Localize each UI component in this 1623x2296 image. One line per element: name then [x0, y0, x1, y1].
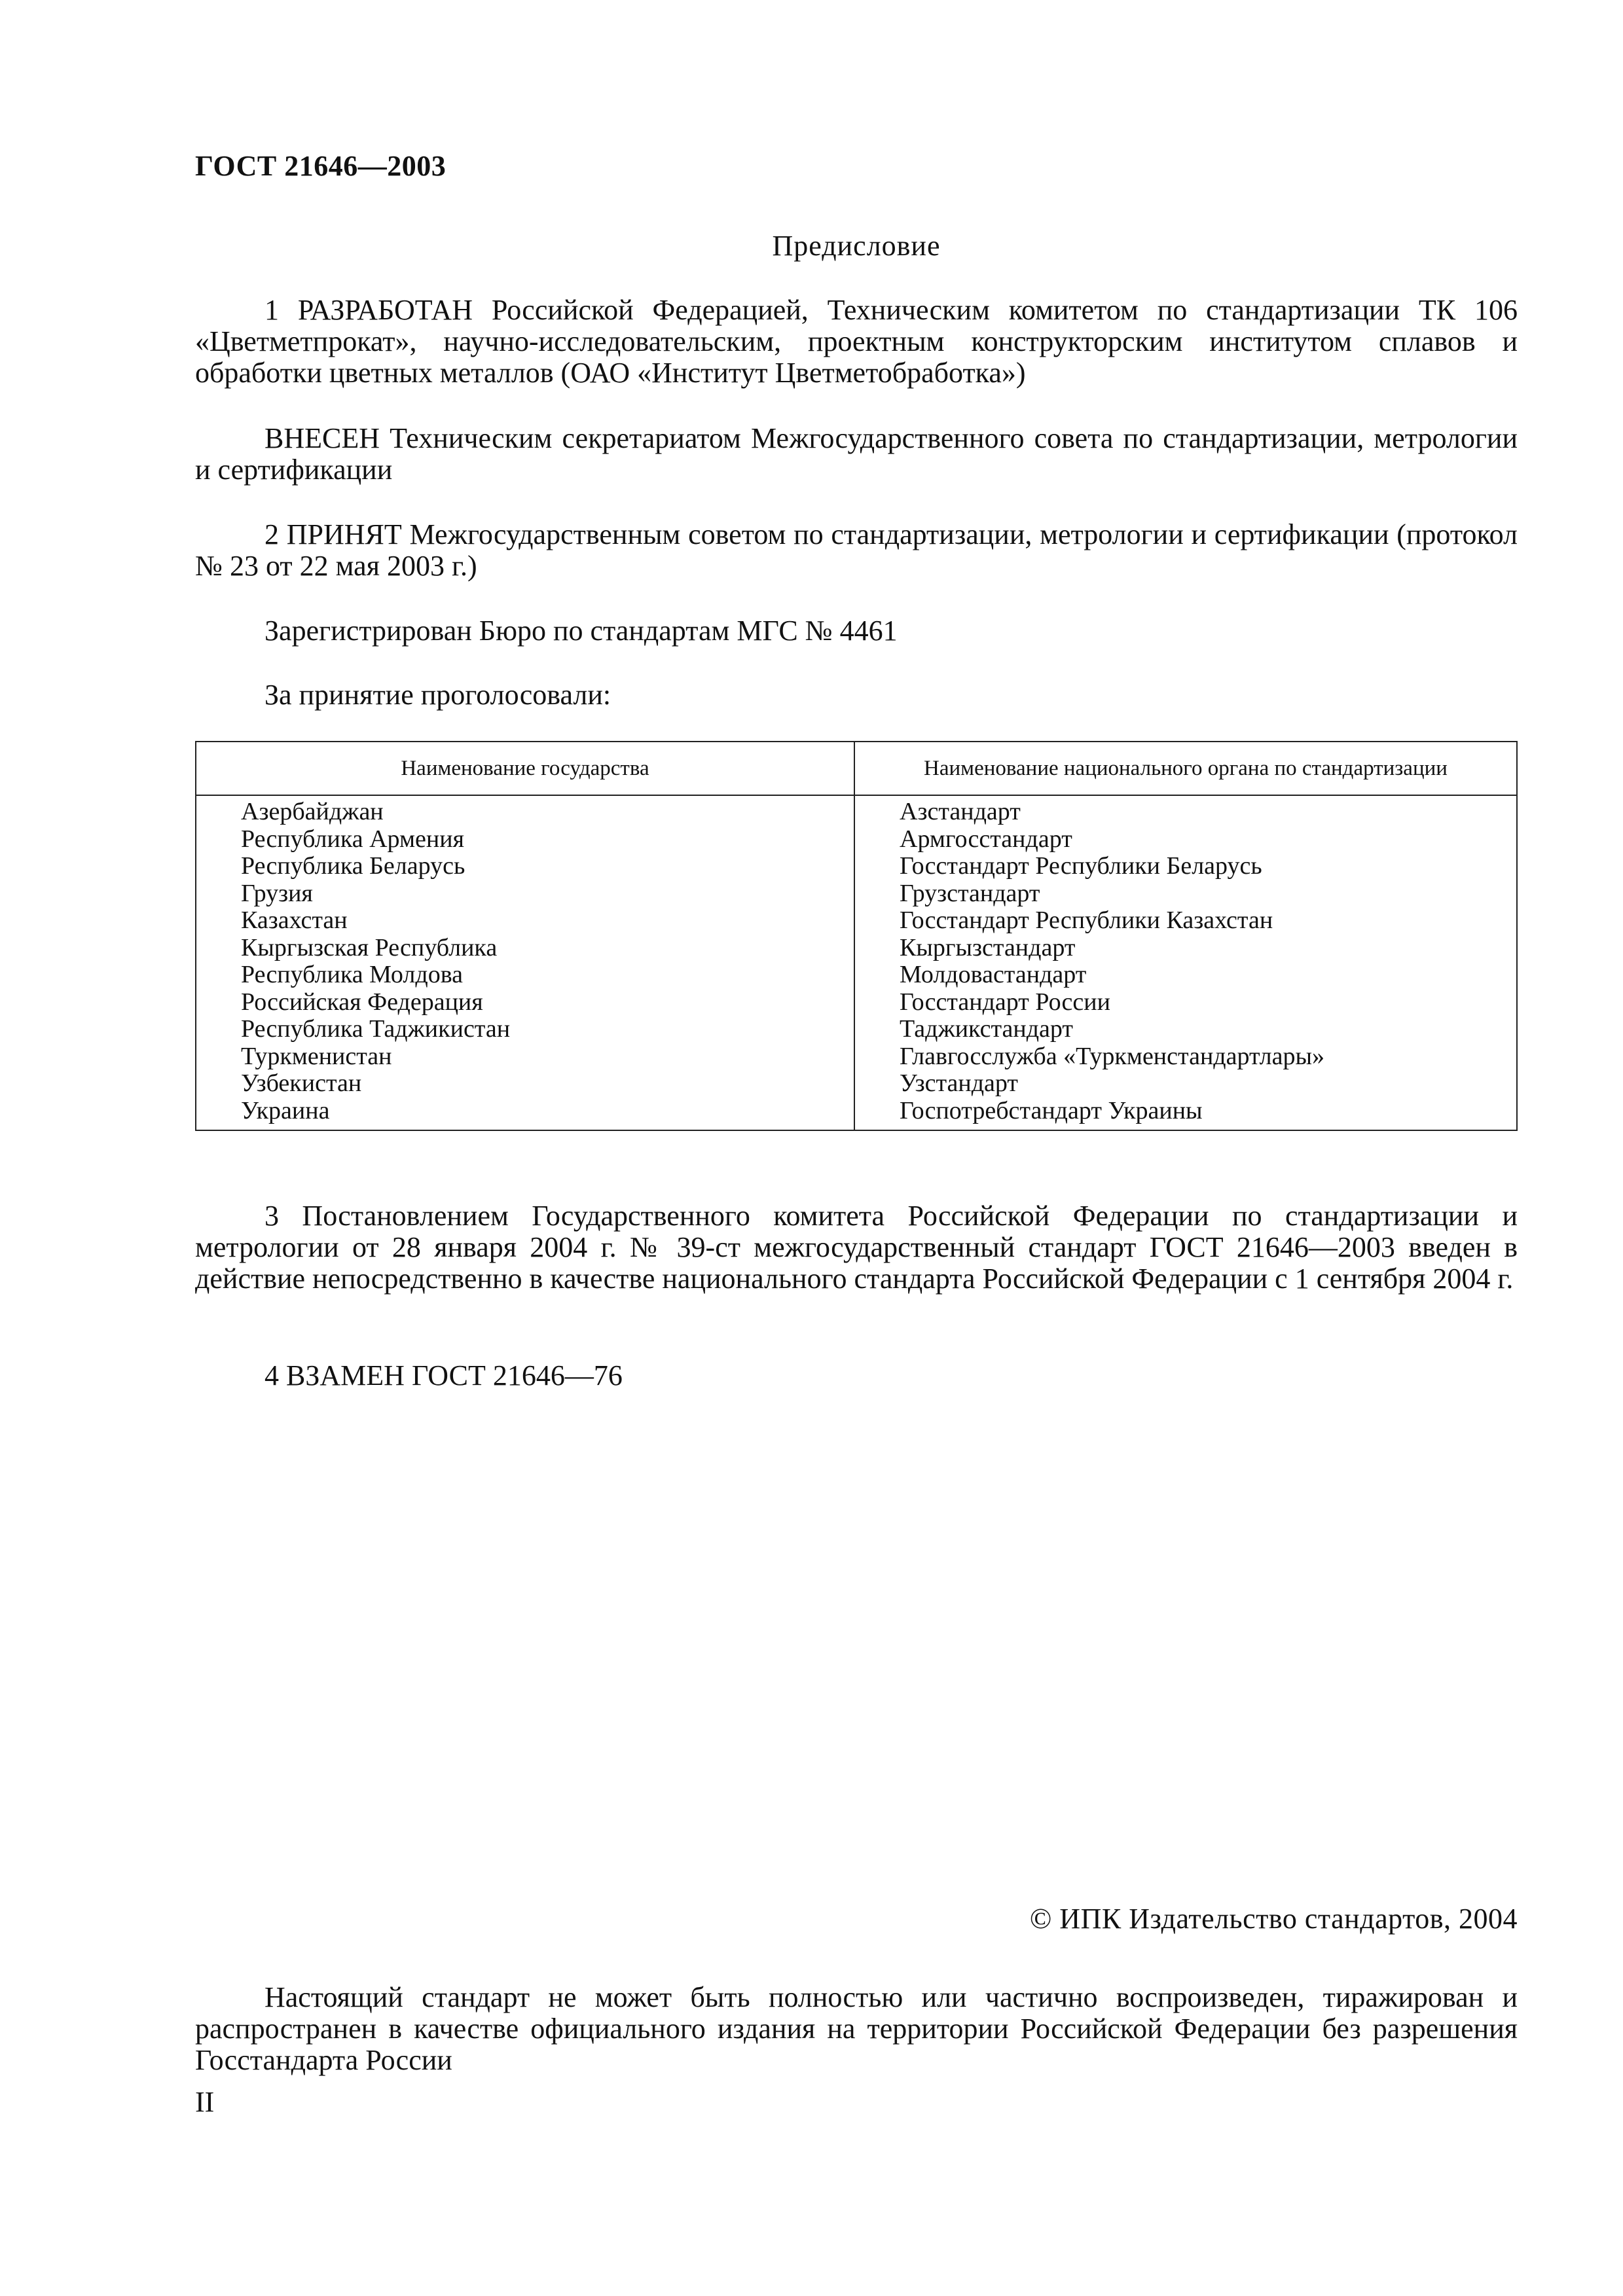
- table-cell-state: Республика Таджикистан: [241, 1015, 511, 1043]
- table-cell-org: Госпотребстандарт Украины: [900, 1096, 1203, 1124]
- table-cell-org: Госстандарт Республики Казахстан: [900, 906, 1273, 934]
- table-header-divider: [196, 795, 1516, 796]
- table-cell-org: Грузстандарт: [900, 879, 1040, 907]
- table-column-divider: [854, 742, 855, 1130]
- paragraph-replaces: 4 ВЗАМЕН ГОСТ 21646—76: [264, 1359, 623, 1391]
- table-cell-org: Госстандарт России: [900, 988, 1110, 1016]
- paragraph-voted-for: За принятие проголосовали:: [264, 679, 611, 711]
- table-column-states: [241, 798, 843, 1124]
- document-page: [195, 0, 1518, 2296]
- paragraph-enacted: 3 Постановлением Государственного комитета Российской Федерации по стандартизации и метрологии от 28 января 2004 г. № 39-ст межгосударственный стандарт ГОСТ 21646—2003 введен в действие непосредственно в качестве национального стандарта Российской Федерации с 1 сентября 2004 г.: [195, 1200, 1518, 1295]
- table-cell-org: Узстандарт: [900, 1069, 1019, 1097]
- table-cell-org: Госстандарт Республики Беларусь: [900, 852, 1262, 880]
- table-cell-org: Армгосстандарт: [900, 825, 1072, 853]
- paragraph-reproduction-notice: Настоящий стандарт не может быть полностью или частично воспроизведен, тиражирован и распространен в качестве официального издания на территории Российской Федерации без разрешения Госстандарта России: [195, 1981, 1518, 2076]
- table-cell-state: Туркменистан: [241, 1042, 392, 1070]
- paragraph-adopted-by: 2 ПРИНЯТ Межгосударственным советом по стандартизации, метрологии и сертификации (протокол № 23 от 22 мая 2003 г.): [195, 518, 1518, 582]
- section-title: Предисловие: [772, 230, 941, 262]
- table-cell-org: Главгосслужба «Туркменстандартлары»: [900, 1042, 1325, 1070]
- paragraph-registered: Зарегистрирован Бюро по стандартам МГС № 4461: [264, 615, 898, 647]
- table-cell-state: Кыргызская Республика: [241, 933, 498, 961]
- table-column-orgs: [900, 798, 1508, 1124]
- table-cell-org: Кыргызстандарт: [900, 933, 1076, 961]
- table-header-org: Наименование национального органа по стандартизации: [924, 757, 1448, 780]
- table-cell-org: Таджикстандарт: [900, 1015, 1074, 1043]
- table-cell-state: Казахстан: [241, 906, 348, 934]
- table-cell-state: Республика Беларусь: [241, 852, 465, 880]
- table-cell-state: Республика Молдова: [241, 961, 464, 988]
- table-cell-state: Украина: [241, 1096, 330, 1124]
- voting-table: [195, 741, 1518, 1131]
- table-cell-state: Грузия: [241, 879, 313, 907]
- paragraph-developed-by: 1 РАЗРАБОТАН Российской Федерацией, Техническим комитетом по стандартизации ТК 106 «Цветметпрокат», научно-исследовательским, проектным конструкторским институтом сплавов и обработки цветных металлов (ОАО «Институт Цветметобработка»): [195, 294, 1518, 389]
- table-header-state: Наименование государства: [401, 757, 649, 780]
- document-code: ГОСТ 21646—2003: [195, 150, 447, 182]
- table-cell-org: Молдовастандарт: [900, 961, 1087, 988]
- table-cell-state: Узбекистан: [241, 1069, 362, 1097]
- table-cell-org: Азстандарт: [900, 798, 1021, 825]
- table-cell-state: Российская Федерация: [241, 988, 483, 1016]
- page-number: II: [195, 2086, 215, 2118]
- copyright-notice: © ИПК Издательство стандартов, 2004: [1029, 1903, 1518, 1935]
- table-cell-state: Азербайджан: [241, 798, 384, 825]
- table-cell-state: Республика Армения: [241, 825, 465, 853]
- paragraph-introduced-by: ВНЕСЕН Техническим секретариатом Межгосударственного совета по стандартизации, метрологии и сертификации: [195, 422, 1518, 486]
